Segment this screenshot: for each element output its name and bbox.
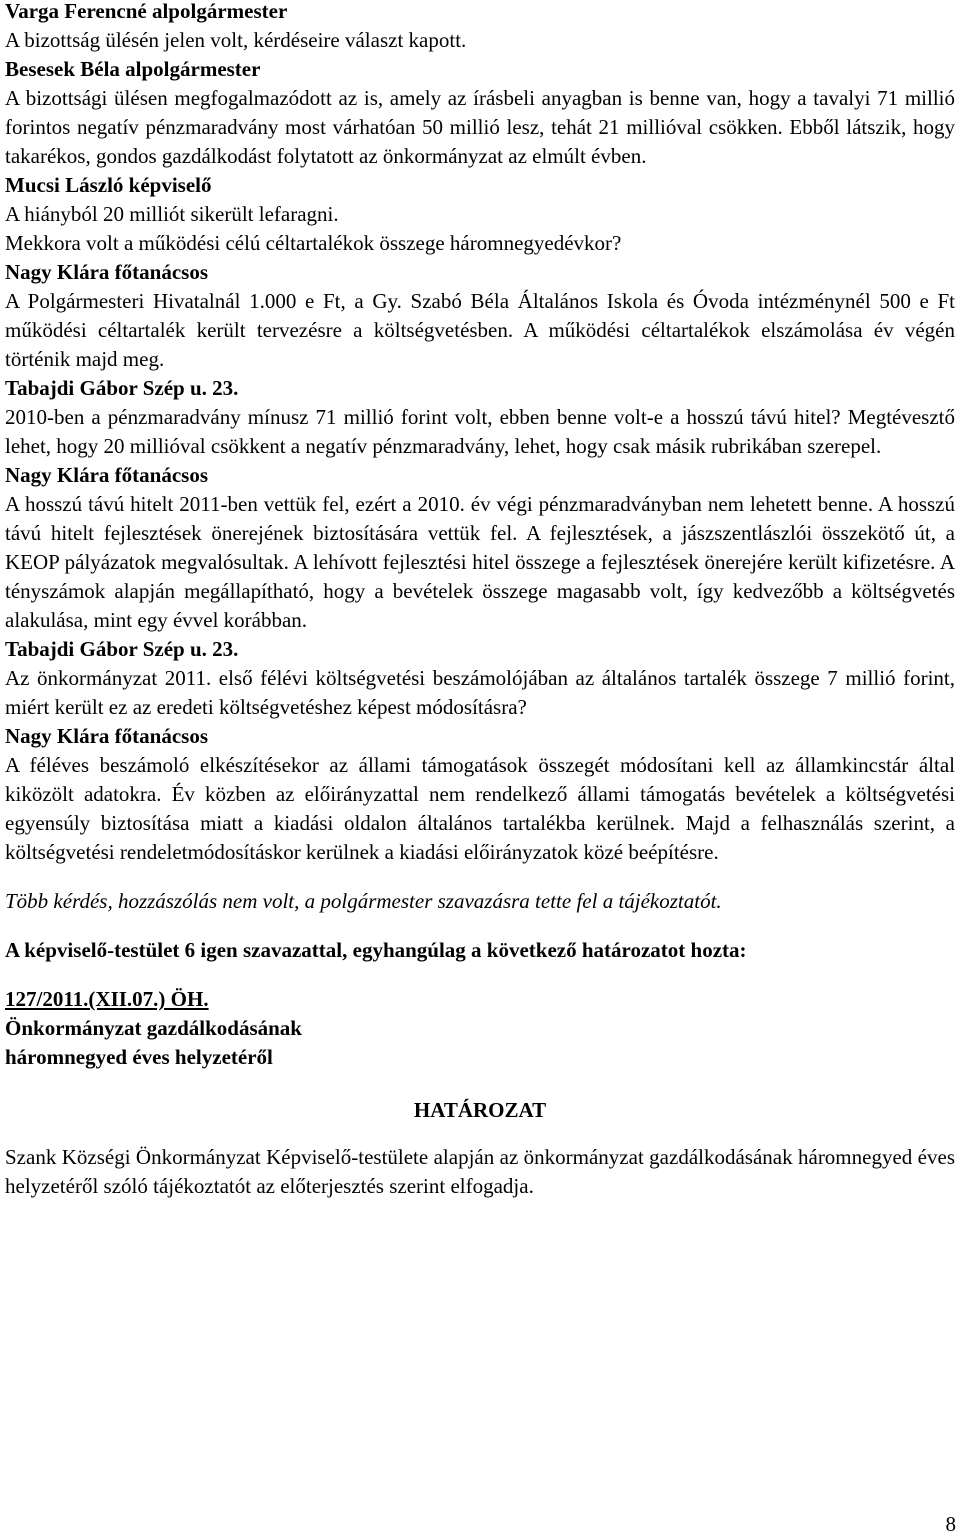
speech-text: A hiányból 20 milliót sikerült lefaragni. <box>5 202 339 226</box>
resolution-title-line: háromnegyed éves helyzetéről <box>5 1045 273 1069</box>
speech-entry <box>5 635 955 722</box>
speech-text: Az önkormányzat 2011. első félévi költségvetési beszámolójában az általános tartalék összege 7 millió forint, miért került ez az eredeti költségvetéshez képest módosításra? <box>5 666 955 719</box>
speech-text: 2010-ben a pénzmaradvány mínusz 71 millió forint volt, ebben benne volt-e a hosszú távú hitel? Megtévesztő lehet, hogy 20 millióval csökkent a negatív pénzmaradvány, lehet, hogy csak másik rubrikában szerepel. <box>5 405 955 458</box>
speaker-name: Nagy Klára főtanácsos <box>5 463 208 487</box>
speech-text: A féléves beszámoló elkészítésekor az állami támogatások összegét módosítani kell az államkincstár által kiközölt adatokra. Év közben az előirányzattal nem rendelkező állami támogatás bevételek a költségvetési egyensúly biztosítása miatt a kiadási oldalon általános tartalékba kerülnek. Majd a felhasználás szerint, a költségvetési rendeletmódosításkor kerülnek a kiadási előirányzatok közé beépítésre. <box>5 753 955 864</box>
speaker-name: Varga Ferencné alpolgármester <box>5 0 288 23</box>
speaker-name: Tabajdi Gábor Szép u. 23. <box>5 376 239 400</box>
speech-entry <box>5 0 955 55</box>
resolution-block <box>5 985 955 1201</box>
resolution-number: 127/2011.(XII.07.) ÖH. <box>5 987 209 1011</box>
speaker-name: Mucsi László képviselő <box>5 173 212 197</box>
resolution-heading: HATÁROZAT <box>413 1098 547 1122</box>
speaker-name: Nagy Klára főtanácsos <box>5 724 208 748</box>
page-number: 8 <box>945 1512 956 1536</box>
speech-entry <box>5 171 955 258</box>
speech-entry <box>5 722 955 867</box>
resolution-body: Szank Községi Önkormányzat Képviselő-testülete alapján az önkormányzat gazdálkodásának háromnegyed éves helyzetéről szóló tájékoztatót az előterjesztés szerint elfogadja. <box>5 1145 955 1198</box>
speaker-name: Besesek Béla alpolgármester <box>5 57 261 81</box>
vote-statement: A képviselő-testület 6 igen szavazattal, egyhangúlag a következő határozatot hozta: <box>5 938 747 962</box>
speech-entry <box>5 374 955 461</box>
speech-entry <box>5 461 955 635</box>
spacer <box>5 1072 955 1092</box>
speaker-name: Tabajdi Gábor Szép u. 23. <box>5 637 239 661</box>
speech-text: A bizottsági ülésen megfogalmazódott az is, amely az írásbeli anyagban is benne van, hogy a tavalyi 71 millió forintos negatív pénzmaradvány most várhatóan 50 millió lesz, tehát 21 millióval csökken. Ebből látszik, hogy takarékos, gondos gazdálkodást folytatott az önkormányzat az elmúlt évben. <box>5 86 955 168</box>
spacer <box>5 916 955 936</box>
speech-entry <box>5 258 955 374</box>
speech-text: A Polgármesteri Hivatalnál 1.000 e Ft, a Gy. Szabó Béla Általános Iskola és Óvoda intézménynél 500 e Ft működési céltartalék került tervezésre a költségvetésben. A működési céltartalékok elszámolása év végén történik majd meg. <box>5 289 955 371</box>
speaker-name: Nagy Klára főtanácsos <box>5 260 208 284</box>
spacer <box>5 1125 955 1143</box>
speech-text: A bizottság ülésén jelen volt, kérdéseire választ kapott. <box>5 28 467 52</box>
spacer <box>5 867 955 887</box>
spacer <box>5 965 955 985</box>
resolution-title-line: Önkormányzat gazdálkodásának <box>5 1016 302 1040</box>
closing-statement: Több kérdés, hozzászólás nem volt, a polgármester szavazásra tette fel a tájékoztatót. <box>5 889 722 913</box>
speech-text: A hosszú távú hitelt 2011-ben vettük fel, ezért a 2010. év végi pénzmaradványban nem lehetett benne. A hosszú távú hitelt fejlesztések önerejének biztosítására vettük fel. A fejlesztések, a jászszentlászlói összekötő út, a KEOP pályázatok megvalósultak. A lehívott fejlesztési hitel összege a fejlesztések önerejére került kifizetésre. A tényszámok alapján megállapítható, hogy a bevételek összege magasabb volt, így kedvezőbb a költségvetés alakulása, mint egy évvel korábban. <box>5 492 955 632</box>
speech-entry <box>5 55 955 171</box>
document-page <box>5 0 955 1201</box>
speech-text-question: Mekkora volt a működési célú céltartalékok összege háromnegyedévkor? <box>5 231 622 255</box>
